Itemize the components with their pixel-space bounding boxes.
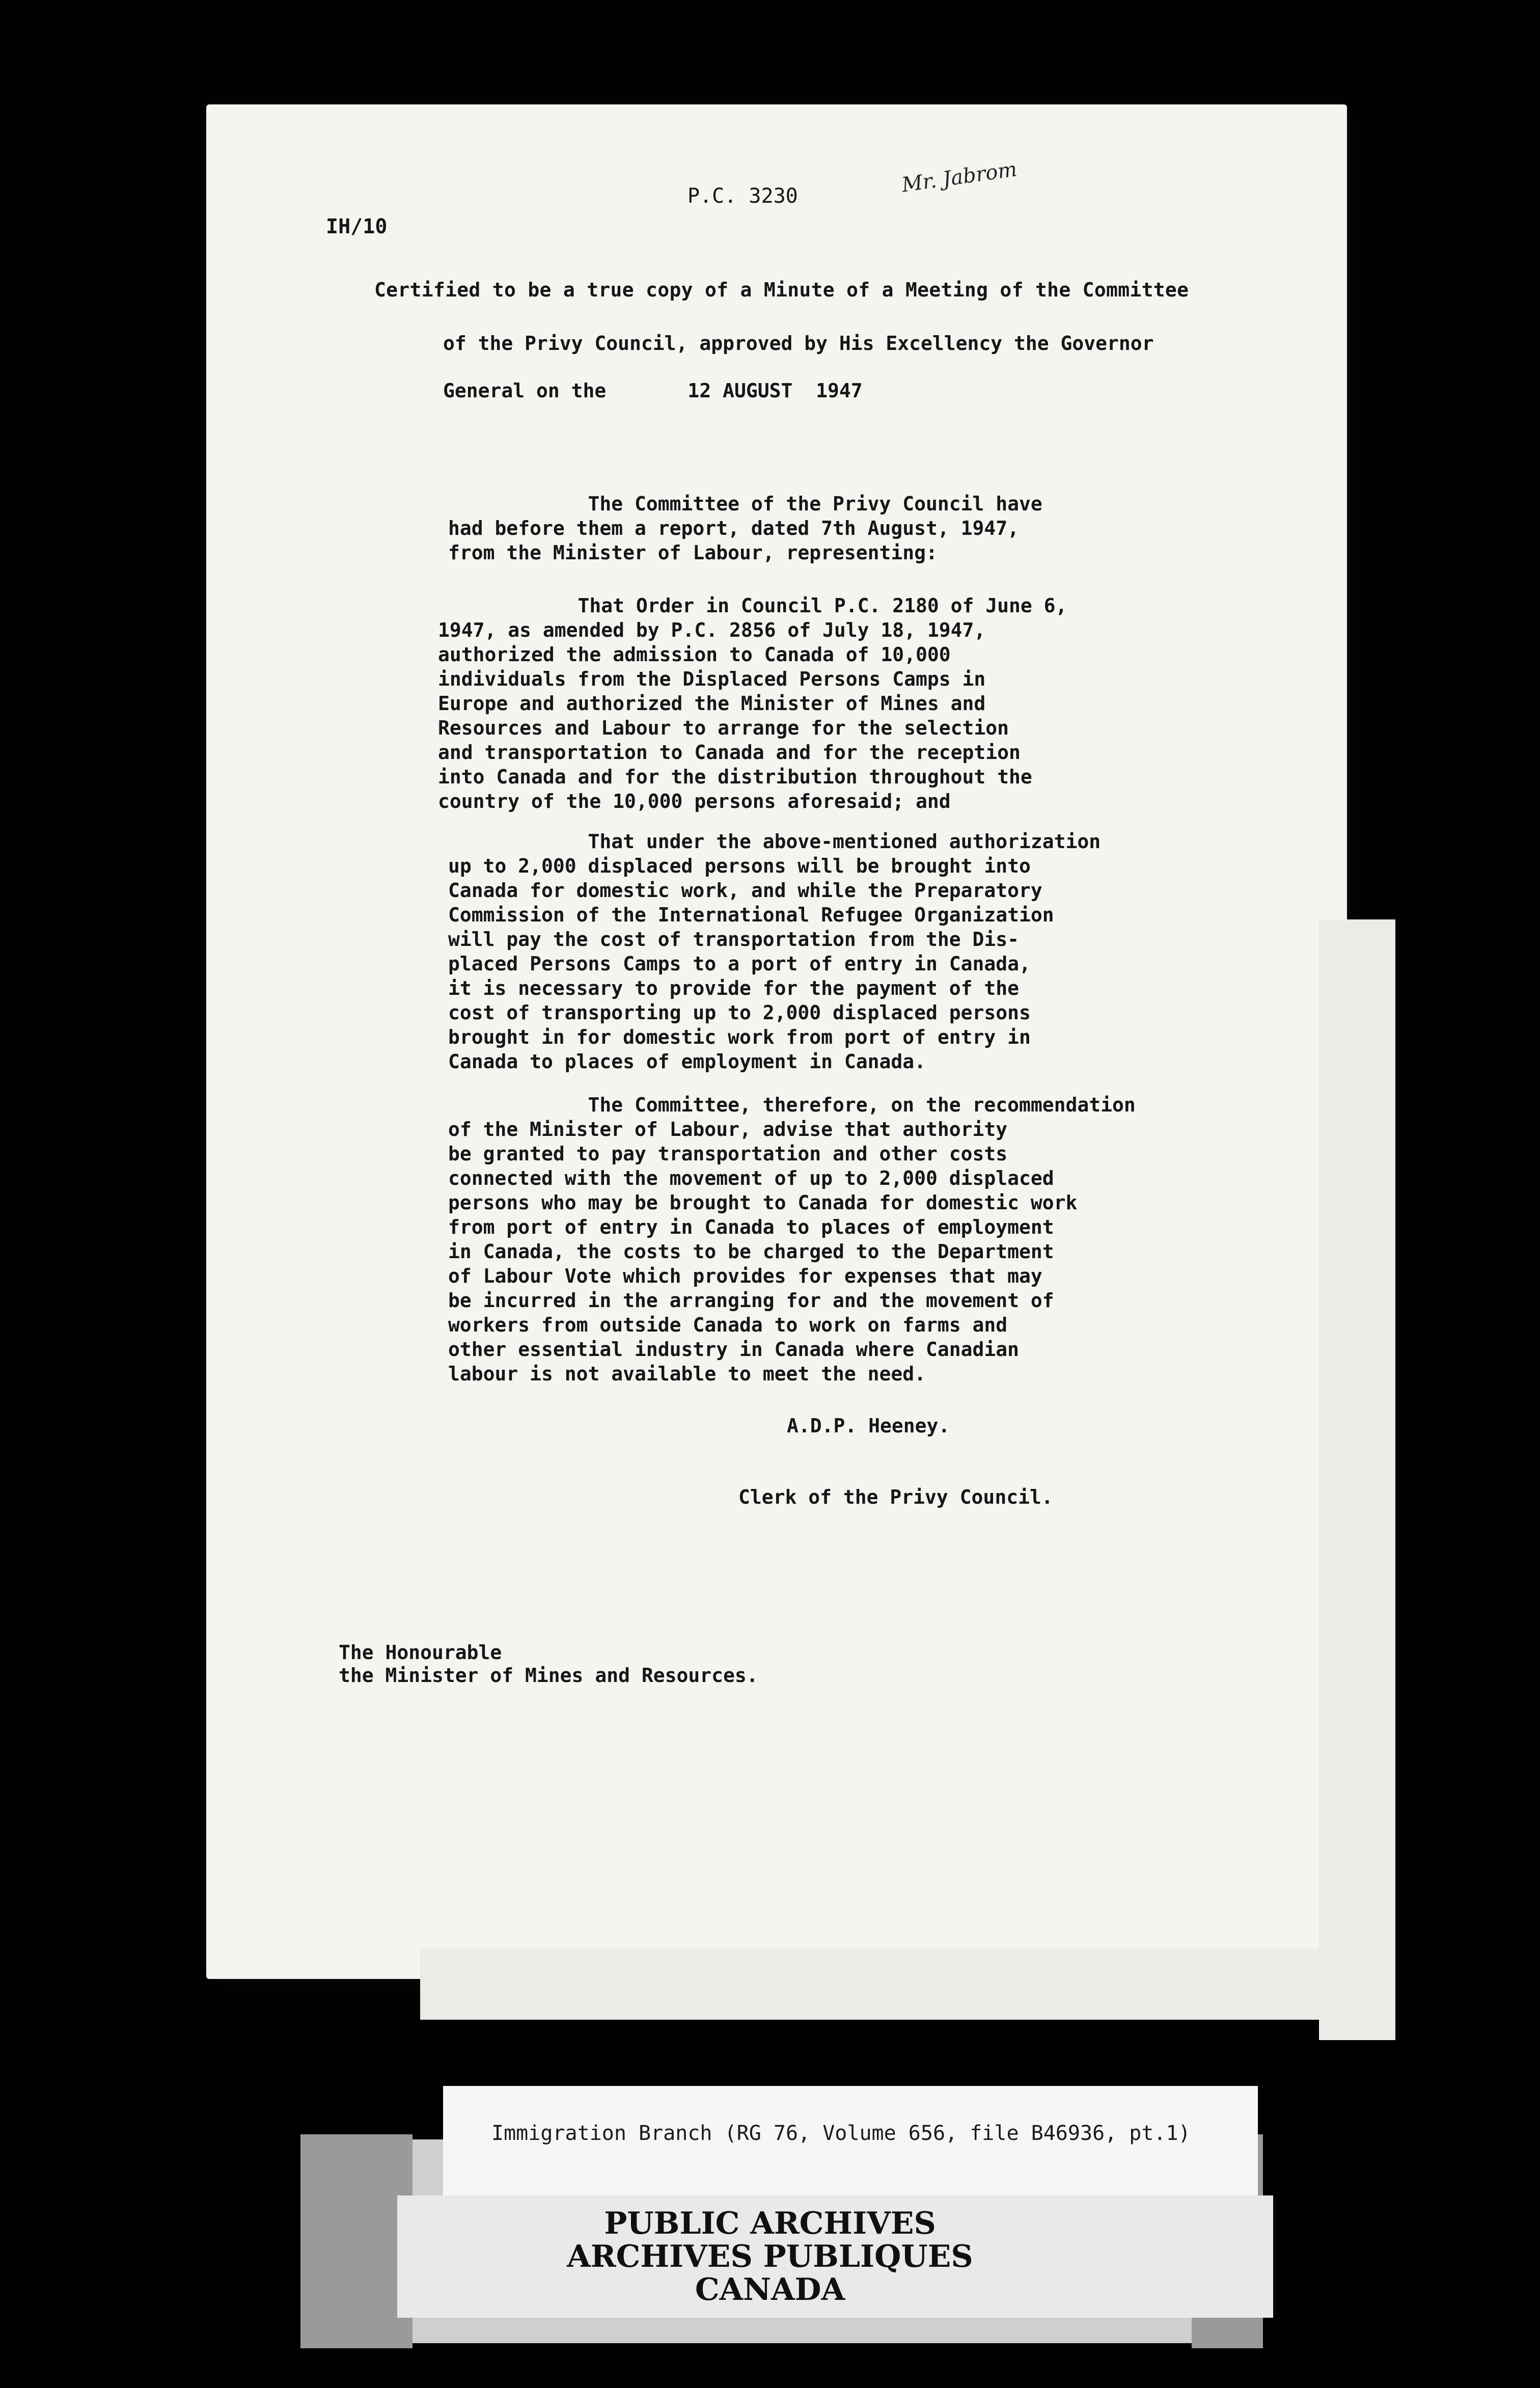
page-bottom-edge bbox=[420, 1948, 1388, 2020]
stamp-line-3: CANADA bbox=[695, 2272, 845, 2308]
signature-title: Clerk of the Privy Council. bbox=[738, 1486, 1053, 1508]
heading-line-2: of the Privy Council, approved by His Excellency the Governor bbox=[443, 332, 1154, 355]
page-curled-edge bbox=[1319, 919, 1395, 2040]
addressee-line-1: The Honourable bbox=[339, 1641, 502, 1664]
paragraph-3: That under the above-mentioned authorization up to 2,000 displaced persons will be brought into Canada for domestic work, and while the Preparatory Commission of the International Refugee Organization will pay the cost of transportation from the Dis- placed Persons Camps to a port of entry in Canada, it is necessary to provide for the payment of the cost of transporting up to 2,000 displaced persons brought in for domestic work from port of entry in Canada to places of employment in Canada. bbox=[448, 830, 1101, 1073]
heading-line-3: General on the 12 AUGUST 1947 bbox=[443, 379, 863, 402]
heading-line-1: Certified to be a true copy of a Minute of a Meeting of the Committee bbox=[374, 279, 1189, 301]
pc-number: P.C. 3230 bbox=[688, 184, 798, 208]
stamp-line-1: PUBLIC ARCHIVES bbox=[604, 2206, 936, 2241]
stamp-line-2: ARCHIVES PUBLIQUES bbox=[567, 2239, 973, 2274]
signature: A.D.P. Heeney. bbox=[787, 1415, 950, 1437]
paragraph-2: That Order in Council P.C. 2180 of June 6, 1947, as amended by P.C. 2856 of July 18, 1947, authorized the admission to Canada of 10,000 individuals from the Displaced Persons Camps in Europe and authorized the Minister of Mines and Resources and Labour to arrange for the selection and transportation to Canada and for the reception into Canada and for the distribution throughout the country of the 10,000 persons aforesaid; and bbox=[438, 594, 1067, 812]
addressee-line-2: the Minister of Mines and Resources. bbox=[339, 1664, 758, 1687]
archive-source-label bbox=[443, 2086, 1258, 2198]
handwritten-note: Mr. Jabrom bbox=[900, 157, 1019, 197]
file-mark: IH/10 bbox=[326, 215, 388, 238]
archive-source-text: Immigration Branch (RG 76, Volume 656, file B46936, pt.1) bbox=[491, 2122, 1191, 2145]
paragraph-4: The Committee, therefore, on the recommendation of the Minister of Labour, advise that authority be granted to pay transportation and other costs connected with the movement of up to 2,000 displaced persons who may be brought to Canada for domestic work from port of entry in Canada to places of employment in Canada, the costs to be charged to the Department of Labour Vote which provides for expenses that may be incurred in the arranging for and the movement of workers from outside Canada to work on farms and other essential industry in Canada where Canadian labour is not available to meet the need. bbox=[448, 1094, 1136, 1385]
paragraph-1: The Committee of the Privy Council have had before them a report, dated 7th August, 1947, from the Minister of Labour, representing: bbox=[448, 493, 1042, 564]
